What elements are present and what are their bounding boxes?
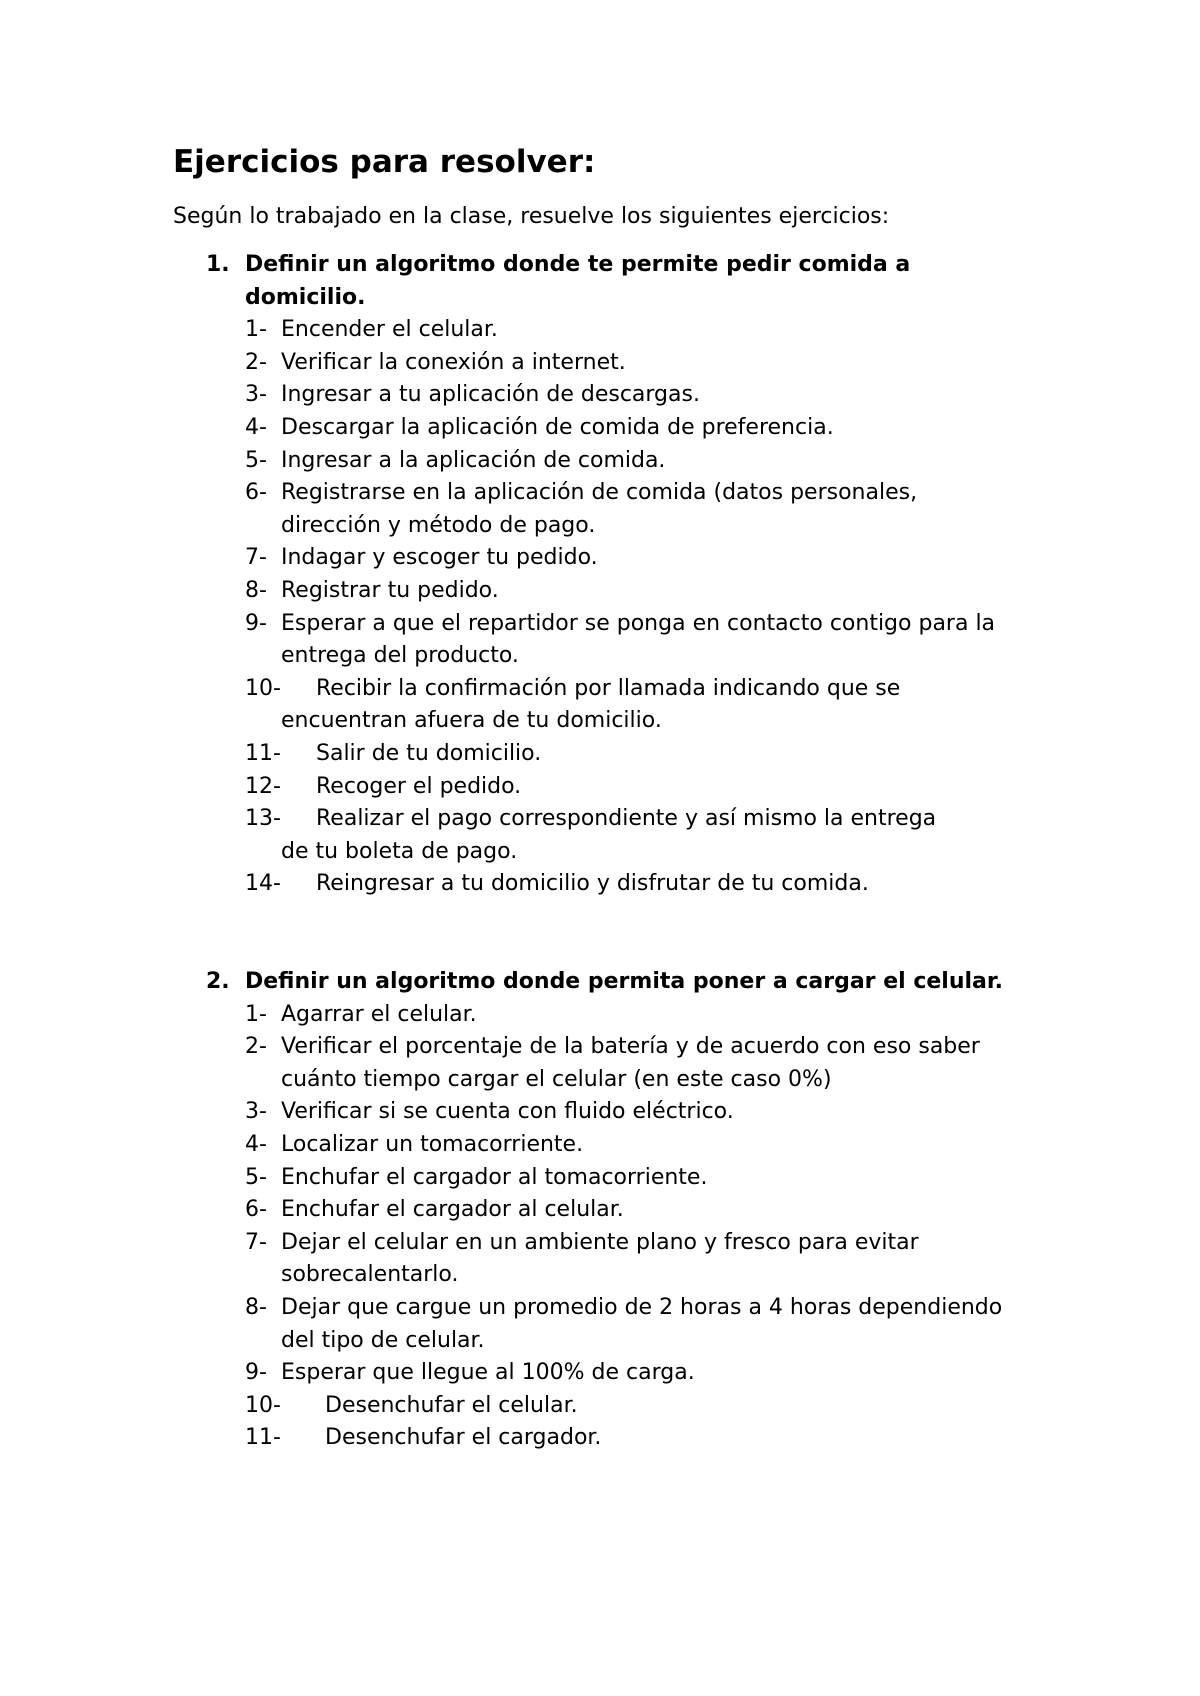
step-item <box>0 1194 1200 1227</box>
exercise-number: 1. <box>206 252 230 277</box>
step-text <box>281 803 1021 868</box>
step-text: Esperar que llegue al 100% de carga. <box>281 1360 695 1386</box>
step-text: Enchufar el cargador al tomacorriente. <box>281 1164 708 1190</box>
step-list <box>0 314 1200 901</box>
step-number: 10- <box>245 675 281 701</box>
step-number: 6- <box>245 1197 267 1223</box>
exercise-heading-text: Definir un algoritmo donde te permite pedir comida a domicilio. <box>245 252 911 310</box>
step-text: Enchufar el cargador al celular. <box>281 1197 624 1223</box>
step-text: Encender el celular. <box>281 317 498 343</box>
step-text <box>281 673 1021 738</box>
step-text: Verificar el porcentaje de la batería y de acuerdo con eso saber cuánto tiempo cargar el celular (en este caso 0%) <box>281 1034 980 1092</box>
step-item <box>0 1129 1200 1162</box>
step-number: 8- <box>245 577 267 603</box>
step-text: Recoger el pedido. <box>316 773 522 799</box>
step-number: 1- <box>245 1001 267 1027</box>
step-number: 2- <box>245 349 267 375</box>
step-number: 7- <box>245 545 267 571</box>
step-item <box>0 999 1200 1032</box>
step-text: Dejar el celular en un ambiente plano y fresco para evitar sobrecalentarlo. <box>281 1229 919 1288</box>
step-text: Desenchufar el celular. <box>325 1392 578 1418</box>
step-text: Ingresar a tu aplicación de descargas. <box>281 382 700 408</box>
step-text: Descargar la aplicación de comida de preferencia. <box>281 414 834 440</box>
exercise-1 <box>0 249 1200 901</box>
intro-paragraph: Según lo trabajado en la clase, resuelve los siguientes ejercicios: <box>173 204 890 229</box>
exercise-heading <box>0 966 1200 999</box>
exercise-number: 2. <box>206 969 230 994</box>
step-item <box>0 1227 1200 1292</box>
step-number: 11- <box>245 740 281 766</box>
step-number: 5- <box>245 447 267 473</box>
step-number: 3- <box>245 382 267 408</box>
step-item <box>0 412 1200 445</box>
step-item <box>0 575 1200 608</box>
step-item <box>0 542 1200 575</box>
exercise-2 <box>0 966 1200 1455</box>
step-number: 14- <box>245 871 281 897</box>
step-text-continuation: de tu boleta de pago. <box>281 838 518 864</box>
step-number: 13- <box>245 806 281 832</box>
step-item <box>0 738 1200 771</box>
step-text: Salir de tu domicilio. <box>316 740 542 766</box>
step-text: Reingresar a tu domicilio y disfrutar de tu comida. <box>316 871 869 897</box>
step-text: Verificar si se cuenta con fluido eléctrico. <box>281 1099 734 1125</box>
step-number: 11- <box>245 1425 281 1451</box>
step-text: Registrarse en la aplicación de comida (datos personales, dirección y método de pago. <box>281 480 918 538</box>
step-item <box>0 1390 1200 1423</box>
step-item <box>0 1162 1200 1195</box>
step-text: Agarrar el celular. <box>281 1001 477 1027</box>
step-number: 3- <box>245 1099 267 1125</box>
step-item <box>0 347 1200 380</box>
step-item <box>0 1031 1200 1096</box>
step-text-line: Recibir la confirmación por llamada indicando que se <box>316 675 901 701</box>
step-item <box>0 1357 1200 1390</box>
step-item <box>0 445 1200 478</box>
step-text: Indagar y escoger tu pedido. <box>281 545 598 571</box>
step-item <box>0 868 1200 901</box>
step-number: 8- <box>245 1294 267 1320</box>
exercise-heading-text: Definir un algoritmo donde permita poner a cargar el celular. <box>245 969 1003 994</box>
step-text-continuation: encuentran afuera de tu domicilio. <box>281 708 662 734</box>
step-item <box>0 314 1200 347</box>
step-text: Esperar a que el repartidor se ponga en contacto contigo para la entrega del producto. <box>281 610 996 669</box>
step-item <box>0 379 1200 412</box>
step-number: 12- <box>245 773 281 799</box>
step-text: Ingresar a la aplicación de comida. <box>281 447 666 473</box>
step-item <box>0 673 1200 738</box>
step-list <box>0 999 1200 1455</box>
step-text-line: Realizar el pago correspondiente y así mismo la entrega <box>316 806 937 832</box>
step-item <box>0 1422 1200 1455</box>
step-item <box>0 771 1200 804</box>
exercise-heading <box>0 249 1200 314</box>
step-number: 10- <box>245 1392 281 1418</box>
step-number: 2- <box>245 1034 267 1060</box>
step-text: Desenchufar el cargador. <box>325 1425 602 1451</box>
step-number: 4- <box>245 414 267 440</box>
step-number: 5- <box>245 1164 267 1190</box>
step-item <box>0 803 1200 868</box>
step-number: 9- <box>245 610 267 636</box>
step-item <box>0 1096 1200 1129</box>
step-text: Dejar que cargue un promedio de 2 horas a 4 horas dependiendo del tipo de celular. <box>281 1294 1003 1353</box>
step-text: Localizar un tomacorriente. <box>281 1131 584 1157</box>
step-text: Registrar tu pedido. <box>281 577 499 603</box>
step-number: 9- <box>245 1360 267 1386</box>
step-item <box>0 1292 1200 1357</box>
step-item <box>0 477 1200 542</box>
page-title: Ejercicios para resolver: <box>173 144 596 180</box>
step-number: 6- <box>245 480 267 506</box>
step-number: 4- <box>245 1131 267 1157</box>
step-number: 7- <box>245 1229 267 1255</box>
step-number: 1- <box>245 317 267 343</box>
step-text: Verificar la conexión a internet. <box>281 349 626 375</box>
step-item <box>0 608 1200 673</box>
